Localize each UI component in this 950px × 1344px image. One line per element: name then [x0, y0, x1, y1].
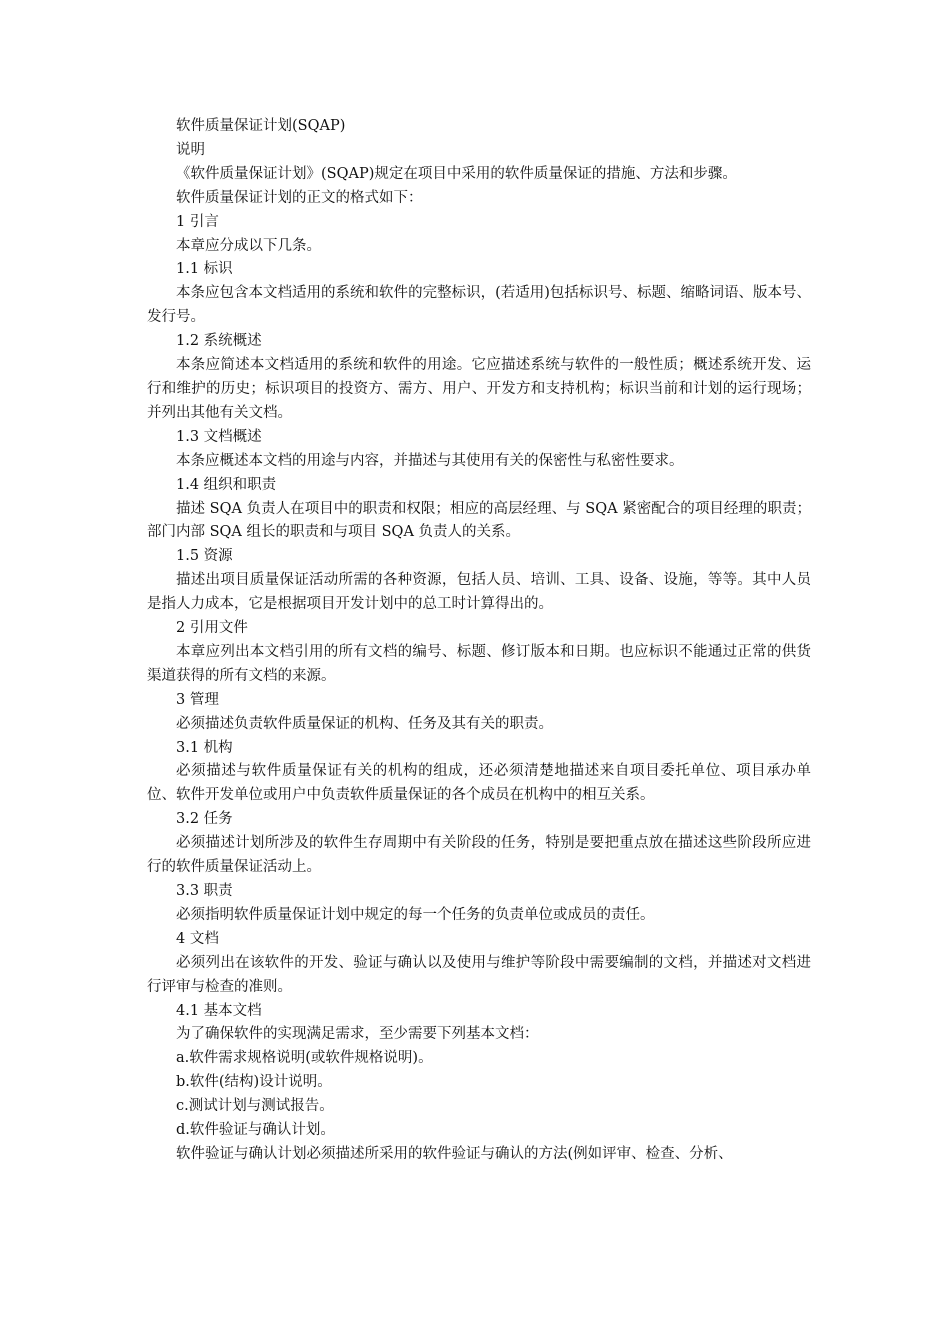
section-heading: 4 文档 [176, 930, 219, 947]
paragraph: 本条应概述本文档的用途与内容，并描述与其使用有关的保密性与私密性要求。 [176, 452, 684, 469]
paragraph: 必须列出在该软件的开发、验证与确认以及使用与维护等阶段中需要编制的文档，并描述对文档进行评审与检查的准则。 [147, 954, 811, 995]
section-heading: 1.4 组织和职责 [176, 476, 277, 493]
section-heading: 1.2 系统概述 [176, 333, 262, 350]
document-page [147, 115, 811, 1167]
section-heading: 1.3 文档概述 [176, 428, 262, 445]
paragraph: 必须指明软件质量保证计划中规定的每一个任务的负责单位或成员的责任。 [176, 906, 655, 923]
paragraph: 必须描述计划所涉及的软件生存周期中有关阶段的任务，特别是要把重点放在描述这些阶段所应进行的软件质量保证活动上。 [147, 835, 811, 876]
section-heading: 1.1 标识 [176, 261, 233, 278]
list-item: a.软件需求规格说明(或软件规格说明)。 [176, 1050, 433, 1067]
list-item: b.软件(结构)设计说明。 [176, 1074, 332, 1091]
paragraph: 描述出项目质量保证活动所需的各种资源，包括人员、培训、工具、设备、设施，等等。其中人员是指人力成本，它是根据项目开发计划中的总工时计算得出的。 [147, 572, 811, 613]
section-heading: 3 管理 [176, 691, 219, 708]
paragraph: 本章应分成以下几条。 [176, 237, 321, 254]
paragraph: 描述 SQA 负责人在项目中的职责和权限；相应的高层经理、与 SQA 紧密配合的项目经理的职责；部门内部 SQA 组长的职责和与项目 SQA 负责人的关系。 [147, 500, 811, 541]
paragraph: 《软件质量保证计划》(SQAP)规定在项目中采用的软件质量保证的措施、方法和步骤。 [176, 165, 737, 182]
doc-title: 软件质量保证计划(SQAP) [176, 118, 346, 134]
paragraph: 必须描述负责软件质量保证的机构、任务及其有关的职责。 [176, 715, 553, 732]
paragraph: 本条应包含本文档适用的系统和软件的完整标识，(若适用)包括标识号、标题、缩略词语、版本号、发行号。 [147, 285, 811, 326]
paragraph: 软件验证与确认计划必须描述所采用的软件验证与确认的方法(例如评审、检查、分析、 [176, 1145, 733, 1162]
paragraph: 必须描述与软件质量保证有关的机构的组成，还必须清楚地描述来自项目委托单位、项目承办单位、软件开发单位或用户中负责软件质量保证的各个成员在机构中的相互关系。 [147, 763, 811, 804]
paragraph: 本章应列出本文档引用的所有文档的编号、标题、修订版本和日期。也应标识不能通过正常的供货渠道获得的所有文档的来源。 [147, 643, 811, 684]
paragraph: 软件质量保证计划的正文的格式如下： [176, 189, 423, 206]
paragraph: 本条应简述本文档适用的系统和软件的用途。它应描述系统与软件的一般性质；概述系统开发、运行和维护的历史；标识项目的投资方、需方、用户、开发方和支持机构；标识当前和计划的运行现场；并列出其他有关文档。 [147, 357, 811, 421]
list-item: c.测试计划与测试报告。 [176, 1098, 334, 1115]
section-heading: 3.3 职责 [176, 883, 233, 899]
section-heading: 2 引用文件 [176, 620, 248, 637]
paragraph: 为了确保软件的实现满足需求，至少需要下列基本文档： [176, 1026, 539, 1043]
section-heading: 4.1 基本文档 [176, 1002, 262, 1019]
section-heading: 1 引言 [176, 213, 219, 230]
section-heading: 3.2 任务 [176, 811, 233, 828]
section-heading: 说明 [176, 141, 205, 158]
list-item: d.软件验证与确认计划。 [176, 1122, 335, 1139]
section-heading: 1.5 资源 [176, 548, 233, 565]
section-heading: 3.1 机构 [176, 739, 233, 756]
